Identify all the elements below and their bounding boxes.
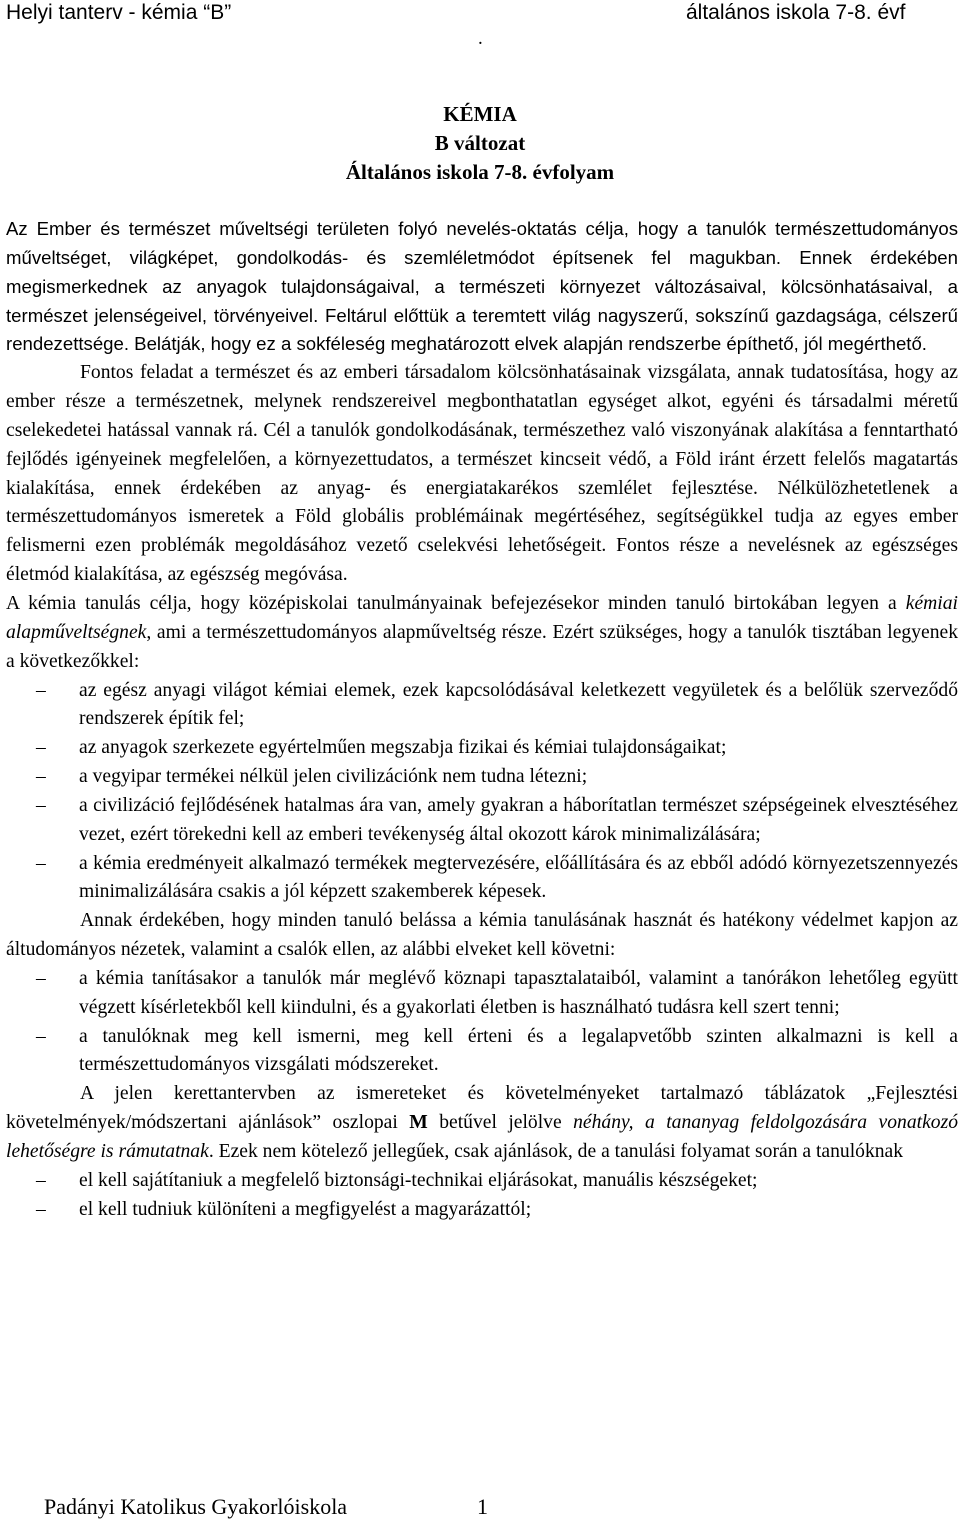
dash-bullet: – — [36, 1198, 46, 1220]
paragraph-aim-text-a: A kémia tanulás célja, hogy középiskolai tanulmányainak befejezésekor minden tanuló birtokában legyen a — [6, 592, 906, 614]
footer-school: Padányi Katolikus Gyakorlóiskola — [44, 1494, 348, 1519]
paragraph-aim-emphasis: kémiai alapműveltségnek — [6, 592, 958, 643]
skills-list — [6, 1167, 958, 1225]
paragraph-goals: Fontos feladat a természet és az emberi társadalom kölcsönhatásainak vizsgálata, annak tudatosítása, hogy az ember része a természetnek, melynek rendszereivel megbonthatatlan egységet alkot, egyéni és társadalmi méretű cselekedetei hatással vannak rá. Cél a tanulók gondolkodásának, természethez való viszonyának alakítása a fenntartható fejlődés igényeinek megfelelően, a környezettudatos, a természet kincseit védő, a Föld iránt érzett felelős magatartás kialakítása, ennek érdekében az anyag- és energiatakarékos szemlélet fejlesztése. Nélkülözhetetlenek a természettudományos ismeretek a Föld globális problémáinak megértéséhez, segítségükkel tudja az egyes ember felismerni ezen problémák megoldásához vezető cselekvési lehetőségeit. Fontos része a nevelésnek az egészséges életmód kialakítása, az egészség megóvása. — [6, 362, 958, 586]
paragraph-framework: A jelen kerettantervben az ismereteket és követelményeket tartalmazó táblázatok „Fejlesztési követelmények/módszertani ajánlások” oszlopai M betűvel jelölve néhány, a tananyag feldolgozására vonatkozó lehetőségre is rámutatnak. Ezek nem kötelező jellegűek, csak ajánlások, de a tanulási folyamat során a tanulóknak — [6, 1083, 958, 1162]
list-item: – a tanulóknak meg kell ismerni, meg kell érteni és a legalapvetőbb szinten alkalmazni is kell a természettudományos vizsgálati módszereket. — [6, 1023, 958, 1081]
principles-list — [6, 965, 958, 1080]
paragraph-aim — [6, 590, 958, 677]
dash-bullet: – — [36, 679, 46, 701]
dash-bullet: – — [36, 852, 46, 874]
list-item: – az anyagok szerkezete egyértelműen megszabja fizikai és kémiai tulajdonságaikat; — [6, 734, 958, 763]
dash-bullet: – — [36, 1169, 46, 1191]
running-header-title: Helyi tanterv - kémia “B” — [6, 1, 232, 24]
dash-bullet: – — [36, 967, 46, 989]
paragraph-principles: Annak érdekében, hogy minden tanuló belássa a kémia tanulásának hasznát és hatékony védelmet kapjon az áltudományos nézetek, valamint a csalók ellen, az alábbi elveket kell követni: — [6, 910, 958, 961]
m-letter: M — [409, 1112, 428, 1134]
paragraph-aim-text-b: , ami a természettudományos alapműveltség része. Ezért szükséges, hogy a tanulók tisztában legyenek a következőkkel: — [6, 621, 958, 672]
document-title — [0, 100, 960, 187]
title-variant: B változat — [434, 131, 526, 155]
paragraph-intro: Az Ember és természet műveltségi területen folyó nevelés-oktatás célja, hogy a tanulók természettudományos műveltséget, világképet, gondolkodás- és szemléletmódot építsenek fel magukban. Ennek érdekében megismerkednek az anyagok tulajdonságaival, a természeti környezet változásaival, kölcsönhatásaival, a természet jelenségeivel, törvényeivel. Feltárul előttük a teremtett világ nagyszerű, sokszínű gazdagsága, célszerű rendezettsége. Belátják, hogy ez a sokféleség meghatározott elvek alapján rendszerbe építhető, jól megérthető. — [6, 218, 958, 355]
paragraph-framework-emphasis: néhány, a tananyag feldolgozására vonatkozó lehetőségre is rámutatnak — [6, 1112, 958, 1162]
document-body — [6, 215, 958, 1225]
list-item: – a civilizáció fejlődésének hatalmas ára van, amely gyakran a háborítatlan természet szépségeinek elvesztéséhez vezet, ezért törekedni kell az emberi tevékenység által okozott károk minimalizálására; — [6, 792, 958, 850]
list-item: – az egész anyagi világot kémiai elemek, ezek kapcsolódásával keletkezett vegyületek és a belőlük szerveződő rendszerek építik fel; — [6, 677, 958, 735]
running-header-grade: általános iskola 7-8. évf — [686, 1, 906, 24]
list-item: – a kémia eredményeit alkalmazó termékek megtervezésére, előállítására és az ebből adódó környezetszennyezés minimalizálására csakis a jól képzett szakemberek képesek. — [6, 850, 958, 908]
dash-bullet: – — [36, 766, 46, 788]
page-footer — [44, 1494, 488, 1520]
dash-bullet: – — [36, 1025, 46, 1047]
title-subject: KÉMIA — [443, 102, 517, 126]
dash-bullet: – — [36, 794, 46, 816]
title-school-level: Általános iskola 7-8. évfolyam — [345, 160, 615, 184]
header-dot: . — [478, 28, 483, 49]
page-number: 1 — [477, 1494, 488, 1519]
list-item: – el kell tudniuk különíteni a megfigyelést a magyarázattól; — [6, 1196, 958, 1225]
list-item: – a vegyipar termékei nélkül jelen civilizációnk nem tudna létezni; — [6, 763, 958, 792]
list-item: – a kémia tanításakor a tanulók már meglévő köznapi tapasztalataiból, valamint a tanórákon lehetőleg együtt végzett kísérletekből kell kiindulni, és a gyakorlati életben is használható tudásra kell szert tenni; — [6, 965, 958, 1023]
dash-bullet: – — [36, 737, 46, 759]
knowledge-list — [6, 677, 958, 908]
list-item: – el kell sajátítaniuk a megfelelő biztonsági-technikai eljárásokat, manuális készségeket; — [6, 1167, 958, 1196]
